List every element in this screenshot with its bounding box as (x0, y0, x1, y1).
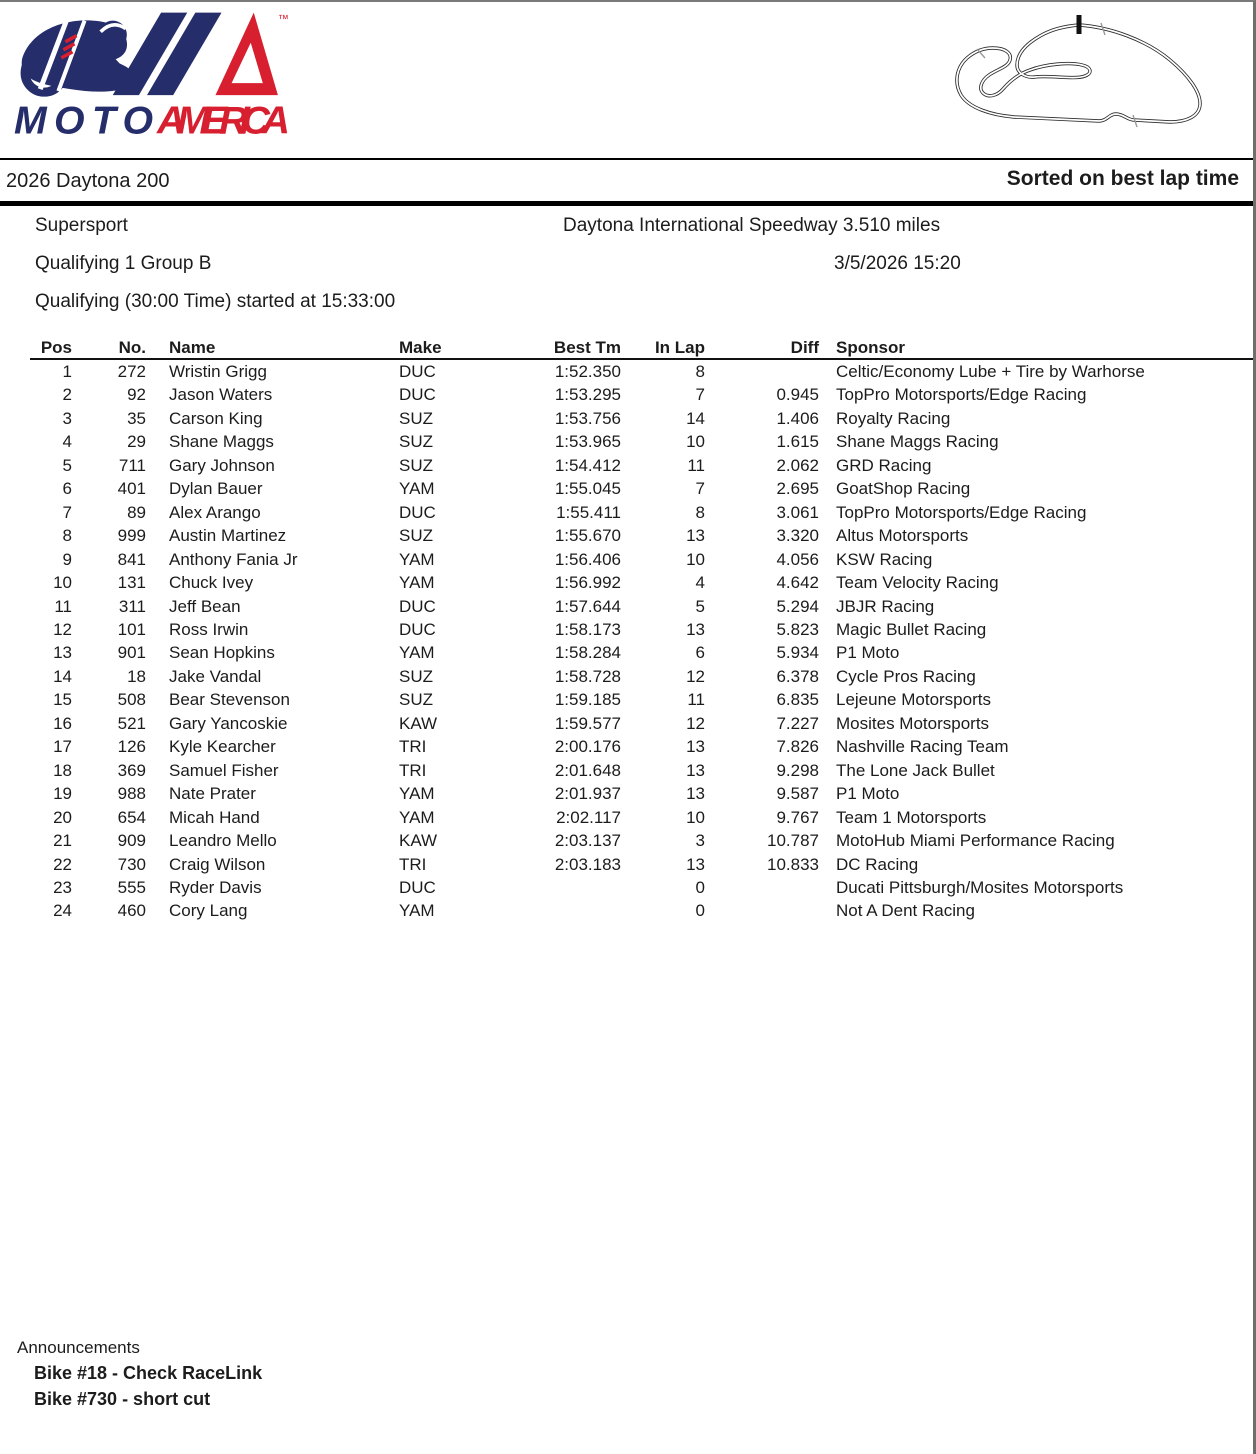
cell-best: 1:58.284 (554, 643, 621, 663)
cell-best: 1:55.045 (554, 479, 621, 499)
start-finish-marker (1077, 15, 1082, 34)
class-name: Supersport (35, 215, 128, 236)
cell-diff: 5.823 (776, 619, 819, 639)
cell-inlap: 13 (686, 526, 705, 546)
cell-no: 29 (127, 432, 146, 452)
cell-pos: 14 (53, 666, 72, 686)
cell-pos: 22 (53, 854, 72, 874)
cell-sponsor: P1 Moto (836, 784, 900, 804)
cell-sponsor: TopPro Motorsports/Edge Racing (836, 385, 1087, 405)
cell-diff: 2.062 (776, 455, 819, 475)
cell-pos: 16 (53, 713, 72, 733)
table-row (30, 899, 1256, 922)
cell-sponsor: Cycle Pros Racing (836, 666, 976, 686)
cell-pos: 15 (53, 690, 72, 710)
cell-best: 1:59.577 (554, 713, 621, 733)
cell-make: SUZ (399, 432, 433, 452)
cell-inlap: 5 (695, 596, 705, 616)
cell-sponsor: Ducati Pittsburgh/Mosites Motorsports (836, 877, 1124, 897)
cell-no: 999 (117, 526, 146, 546)
cell-inlap: 13 (686, 760, 705, 780)
cell-no: 730 (117, 854, 146, 874)
cell-inlap: 0 (695, 901, 705, 921)
cell-inlap: 7 (695, 479, 705, 499)
cell-pos: 4 (62, 432, 72, 452)
cell-sponsor: TopPro Motorsports/Edge Racing (836, 502, 1087, 522)
table-row (30, 477, 1256, 500)
cell-make: SUZ (399, 526, 433, 546)
cell-pos: 3 (62, 408, 72, 428)
cell-sponsor: Celtic/Economy Lube + Tire by Warhorse (836, 362, 1145, 381)
cell-best: 2:00.176 (554, 737, 621, 757)
cell-sponsor: JBJR Racing (836, 596, 935, 616)
cell-pos: 11 (54, 596, 72, 616)
cell-inlap: 6 (695, 643, 705, 663)
cell-inlap: 0 (695, 877, 705, 897)
col-header-make: Make (397, 335, 499, 359)
cell-sponsor: GoatShop Racing (836, 479, 971, 499)
cell-best: 1:59.185 (554, 690, 621, 710)
cell-sponsor: DC Racing (836, 854, 919, 874)
cell-pos: 19 (53, 784, 72, 804)
cell-pos: 13 (53, 643, 72, 663)
cell-name: Gary Johnson (169, 455, 275, 475)
table-row (30, 383, 1256, 406)
cell-no: 988 (117, 784, 146, 804)
cell-make: YAM (399, 479, 435, 499)
cell-inlap: 3 (695, 831, 705, 851)
col-header-no: No. (78, 335, 154, 359)
cell-make: DUC (399, 502, 436, 522)
cell-diff: 7.826 (776, 737, 819, 757)
cell-no: 131 (117, 573, 146, 593)
wordmark-moto: MOTO (14, 98, 154, 140)
col-header-sponsor: Sponsor (821, 335, 1256, 359)
cell-pos: 23 (53, 877, 72, 897)
cell-diff: 7.227 (776, 713, 819, 733)
cell-diff: 9.298 (776, 760, 819, 780)
cell-sponsor: Altus Motorsports (836, 526, 969, 546)
cell-sponsor: Lejeune Motorsports (836, 690, 991, 710)
cell-best: 2:01.937 (554, 784, 621, 804)
cell-best: 1:55.670 (554, 526, 621, 546)
cell-diff (707, 359, 821, 383)
wordmark-america: AMERICA (157, 98, 290, 140)
cell-name: Leandro Mello (169, 831, 277, 851)
cell-pos: 12 (53, 619, 72, 639)
cell-no: 521 (117, 713, 146, 733)
cell-name: Jake Vandal (169, 666, 262, 686)
cell-name: Wristin Grigg (169, 362, 267, 381)
cell-sponsor: Nashville Racing Team (836, 737, 1009, 757)
cell-sponsor: Mosites Motorsports (836, 713, 990, 733)
cell-diff: 9.767 (776, 807, 819, 827)
cell-no: 101 (117, 619, 146, 639)
cell-diff: 4.056 (776, 549, 819, 569)
cell-pos: 8 (62, 526, 72, 546)
cell-pos: 24 (53, 901, 72, 921)
cell-inlap: 7 (695, 385, 705, 405)
cell-no: 401 (117, 479, 146, 499)
cell-inlap: 12 (686, 713, 705, 733)
cell-no: 272 (117, 362, 146, 381)
cell-diff: 3.320 (776, 526, 819, 546)
venue-and-length: Daytona International Speedway 3.510 miles (563, 215, 941, 236)
table-row (30, 853, 1256, 876)
cell-name: Anthony Fania Jr (169, 549, 298, 569)
table-row (30, 876, 1256, 899)
cell-no: 126 (117, 737, 146, 757)
cell-pos: 2 (62, 385, 72, 405)
cell-pos: 5 (62, 455, 72, 475)
cell-best: 1:52.350 (554, 362, 621, 381)
cell-sponsor: MotoHub Miami Performance Racing (836, 831, 1115, 851)
cell-sponsor: Team Velocity Racing (836, 573, 999, 593)
cell-inlap: 10 (686, 807, 705, 827)
cell-inlap: 8 (695, 502, 705, 522)
cell-diff: 6.378 (776, 666, 819, 686)
cell-make: TRI (399, 760, 427, 780)
session-datetime: 3/5/2026 15:20 (834, 253, 961, 274)
session-name: Qualifying 1 Group B (35, 253, 212, 274)
motoamerica-logo-icon (8, 8, 290, 140)
cell-inlap: 12 (686, 666, 705, 686)
cell-sponsor: GRD Racing (836, 455, 932, 475)
cell-inlap: 4 (695, 573, 705, 593)
cell-diff: 10.833 (767, 854, 819, 874)
tm-mark: ™ (277, 13, 289, 26)
cell-no: 901 (117, 643, 146, 663)
cell-no: 92 (127, 385, 146, 405)
rider-graphic-icon (22, 20, 135, 92)
cell-make: YAM (399, 643, 435, 663)
cell-diff: 6.835 (776, 690, 819, 710)
cell-pos: 10 (53, 573, 72, 593)
cell-sponsor: Shane Maggs Racing (836, 432, 999, 452)
cell-make: YAM (399, 807, 435, 827)
cell-name: Gary Yancoskie (169, 713, 288, 733)
cell-pos: 1 (62, 362, 72, 381)
table-row (30, 407, 1256, 430)
logo-mark-icon (113, 13, 289, 96)
table-row (30, 735, 1256, 758)
cell-make: SUZ (399, 408, 433, 428)
cell-sponsor: The Lone Jack Bullet (836, 760, 995, 780)
cell-best (499, 876, 625, 899)
cell-name: Carson King (169, 408, 263, 428)
cell-no: 508 (117, 690, 146, 710)
cell-best: 1:56.992 (554, 573, 621, 593)
cell-make: KAW (399, 831, 438, 851)
table-row (30, 571, 1256, 594)
cell-pos: 6 (62, 479, 72, 499)
announcement-item: Bike #18 - Check RaceLink (34, 1363, 263, 1383)
table-row (30, 595, 1256, 618)
cell-make: TRI (399, 737, 427, 757)
cell-make: DUC (399, 619, 436, 639)
cell-no: 35 (127, 408, 146, 428)
table-row (30, 501, 1256, 524)
cell-pos: 7 (62, 502, 72, 522)
cell-inlap: 14 (686, 408, 705, 428)
cell-no: 89 (127, 502, 146, 522)
cell-best: 1:53.965 (554, 432, 621, 452)
sort-note: Sorted on best lap time (1006, 167, 1239, 190)
table-row (30, 665, 1256, 688)
cell-make: KAW (399, 713, 438, 733)
cell-inlap: 10 (686, 549, 705, 569)
cell-name: Samuel Fisher (169, 760, 279, 780)
cell-pos: 20 (53, 807, 72, 827)
table-row (30, 641, 1256, 664)
session-detail: Qualifying (30:00 Time) started at 15:33:00 (35, 291, 396, 312)
cell-name: Cory Lang (169, 901, 248, 921)
cell-diff: 5.294 (776, 596, 819, 616)
cell-no: 711 (118, 455, 146, 475)
cell-make: DUC (399, 877, 436, 897)
table-row (30, 688, 1256, 711)
cell-best: 1:53.295 (554, 385, 621, 405)
cell-make: DUC (399, 385, 436, 405)
table-row (30, 782, 1256, 805)
results-table (30, 335, 1256, 923)
cell-name: Jason Waters (169, 385, 273, 405)
cell-name: Kyle Kearcher (169, 737, 276, 757)
cell-inlap: 13 (686, 737, 705, 757)
event-title: 2026 Daytona 200 (6, 170, 170, 192)
table-row (30, 524, 1256, 547)
cell-name: Shane Maggs (169, 432, 274, 452)
cell-name: Austin Martinez (169, 526, 287, 546)
cell-inlap: 13 (686, 854, 705, 874)
table-row (30, 712, 1256, 735)
cell-no: 841 (117, 549, 146, 569)
cell-pos: 21 (53, 831, 72, 851)
cell-best: 1:54.412 (554, 455, 621, 475)
cell-sponsor: Not A Dent Racing (836, 901, 975, 921)
table-row (30, 618, 1256, 641)
results-table-header (30, 335, 1256, 359)
cell-no: 369 (117, 760, 146, 780)
cell-best: 1:58.728 (554, 666, 621, 686)
cell-best: 1:58.173 (554, 619, 621, 639)
cell-inlap: 13 (686, 619, 705, 639)
cell-diff: 2.695 (776, 479, 819, 499)
cell-name: Nate Prater (169, 784, 256, 804)
cell-diff (707, 876, 821, 899)
col-header-diff: Diff (707, 335, 821, 359)
cell-no: 654 (117, 807, 146, 827)
cell-make: YAM (399, 549, 435, 569)
cell-no: 311 (118, 596, 146, 616)
cell-make: YAM (399, 573, 435, 593)
cell-diff: 4.642 (776, 573, 819, 593)
cell-best: 1:53.756 (554, 408, 621, 428)
cell-diff (707, 899, 821, 922)
cell-inlap: 10 (686, 432, 705, 452)
cell-name: Jeff Bean (169, 596, 241, 616)
cell-inlap: 13 (686, 784, 705, 804)
cell-best (499, 899, 625, 922)
cell-make: DUC (399, 362, 436, 381)
table-row (30, 359, 1256, 383)
table-row (30, 759, 1256, 782)
title-band-top-rule (0, 158, 1253, 160)
table-row (30, 829, 1256, 852)
cell-best: 1:56.406 (554, 549, 621, 569)
cell-best: 1:57.644 (554, 596, 621, 616)
cell-no: 909 (117, 831, 146, 851)
cell-make: SUZ (399, 455, 433, 475)
cell-sponsor: Team 1 Motorsports (836, 807, 987, 827)
cell-pos: 18 (53, 760, 72, 780)
col-header-pos: Pos (30, 335, 78, 359)
table-row (30, 806, 1256, 829)
cell-name: Sean Hopkins (169, 643, 275, 663)
cell-diff: 9.587 (776, 784, 819, 804)
table-row (30, 454, 1256, 477)
cell-no: 18 (127, 666, 146, 686)
cell-best: 2:03.183 (554, 854, 621, 874)
cell-best: 2:03.137 (554, 831, 621, 851)
cell-best: 2:01.648 (554, 760, 621, 780)
table-row (30, 548, 1256, 571)
cell-name: Bear Stevenson (169, 690, 290, 710)
announcements-list (34, 1360, 262, 1412)
cell-diff: 10.787 (767, 831, 819, 851)
cell-inlap: 11 (687, 455, 705, 475)
cell-diff: 5.934 (776, 643, 819, 663)
announcements-title: Announcements (17, 1338, 140, 1357)
cell-make: YAM (399, 784, 435, 804)
cell-diff: 1.406 (776, 408, 819, 428)
cell-inlap: 11 (687, 690, 705, 710)
cell-sponsor: KSW Racing (836, 549, 933, 569)
cell-name: Alex Arango (169, 502, 261, 522)
cell-no: 555 (117, 877, 146, 897)
cell-make: TRI (399, 854, 427, 874)
cell-name: Ross Irwin (169, 619, 249, 639)
cell-name: Chuck Ivey (169, 573, 254, 593)
cell-pos: 9 (62, 549, 72, 569)
cell-name: Dylan Bauer (169, 479, 263, 499)
cell-make: YAM (399, 901, 435, 921)
track-map-icon (898, 2, 1254, 162)
cell-make: SUZ (399, 666, 433, 686)
cell-diff: 1.615 (776, 432, 819, 452)
col-header-name: Name (154, 335, 397, 359)
cell-sponsor: P1 Moto (836, 643, 900, 663)
table-row (30, 430, 1256, 453)
cell-sponsor: Magic Bullet Racing (836, 619, 987, 639)
cell-pos: 17 (53, 737, 72, 757)
col-header-best: Best Tm (499, 335, 625, 359)
cell-make: SUZ (399, 690, 433, 710)
cell-inlap: 8 (695, 362, 705, 381)
cell-no: 460 (117, 901, 146, 921)
cell-best: 2:02.117 (556, 807, 621, 827)
cell-name: Ryder Davis (169, 877, 262, 897)
cell-make: DUC (399, 596, 436, 616)
cell-name: Micah Hand (169, 807, 260, 827)
cell-name: Craig Wilson (169, 854, 266, 874)
cell-diff: 0.945 (776, 385, 819, 405)
col-header-inlap: In Lap (625, 335, 707, 359)
title-band-bottom-rule (0, 201, 1253, 206)
cell-diff: 3.061 (776, 502, 819, 522)
announcement-item: Bike #730 - short cut (34, 1389, 211, 1409)
cell-sponsor: Royalty Racing (836, 408, 951, 428)
cell-best: 1:55.411 (556, 502, 621, 522)
